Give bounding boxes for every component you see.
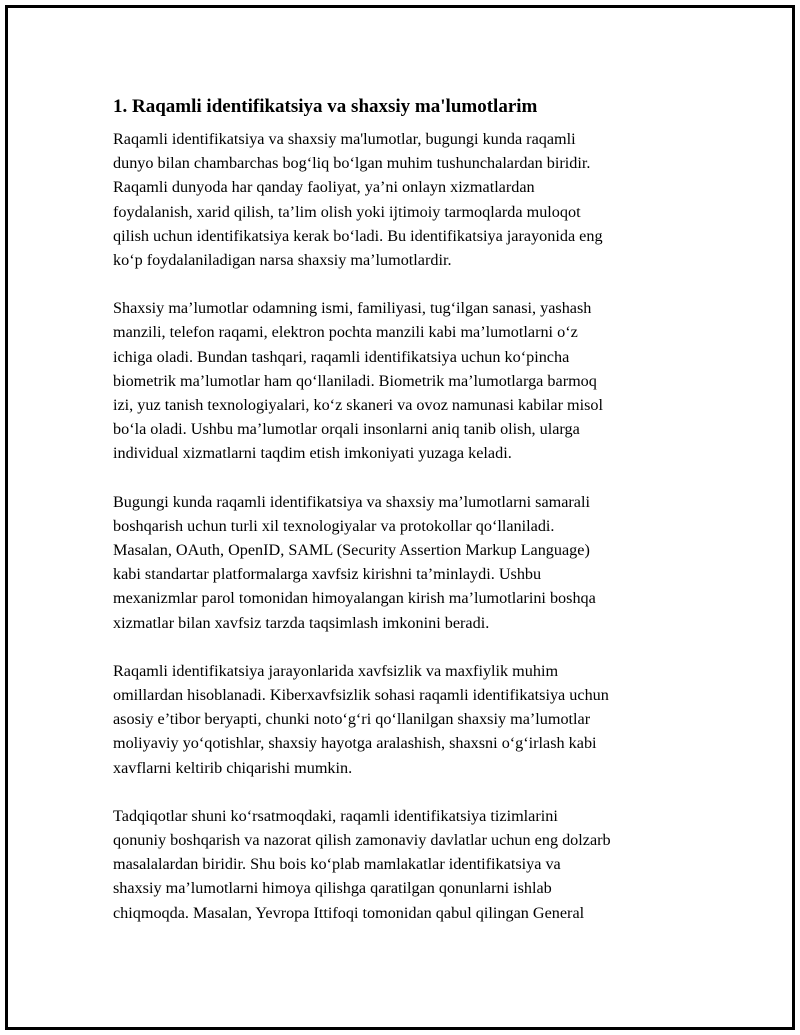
text-line: masalalardan biridir. Shu bois ko‘plab mamlakatlar identifikatsiya va <box>113 855 561 874</box>
text-line: ichiga oladi. Bundan tashqari, raqamli identifikatsiya uchun ko‘pincha <box>113 347 570 366</box>
text-line: xizmatlar bilan xavfsiz tarzda taqsimlash imkonini beradi. <box>113 613 490 632</box>
text-line: individual xizmatlarni taqdim etish imkoniyati yuzaga keladi. <box>113 444 512 463</box>
text-line: ko‘p foydalaniladigan narsa shaxsiy ma’lumotlardir. <box>113 251 452 270</box>
text-line: manzili, telefon raqami, elektron pochta manzili kabi ma’lumotlarni o‘z <box>113 323 578 342</box>
paragraph-personal-data <box>113 296 693 465</box>
text-line: biometrik ma’lumotlar ham qo‘llaniladi. Biometrik ma’lumotlarga barmoq <box>113 371 597 390</box>
text-line: bo‘la oladi. Ushbu ma’lumotlar orqali insonlarni aniq tanib olish, ularga <box>113 420 580 439</box>
paragraph-technologies <box>113 490 693 635</box>
paragraph-security <box>113 659 693 780</box>
text-line: Raqamli identifikatsiya va shaxsiy ma'lumotlar, bugungi kunda raqamli <box>113 130 576 148</box>
text-line: boshqarish uchun turli xil texnologiyalar va protokollar qo‘llaniladi. <box>113 516 555 535</box>
text-line: Masalan, OAuth, OpenID, SAML (Security Assertion Markup Language) <box>113 541 590 560</box>
text-line: kabi standartar platformalarga xavfsiz kirishni ta’minlaydi. Ushbu <box>113 565 542 584</box>
text-line: foydalanish, xarid qilish, ta’lim olish yoki ijtimoiy tarmoqlarda muloqot <box>113 202 581 221</box>
paragraph-regulation <box>113 804 693 925</box>
text-line: omillardan hisoblanadi. Kiberxavfsizlik sohasi raqamli identifikatsiya uchun <box>113 686 609 705</box>
text-line: moliyaviy yo‘qotishlar, shaxsiy hayotga aralashish, shaxsni o‘g‘irlash kabi <box>113 734 597 753</box>
text-line: Bugungi kunda raqamli identifikatsiya va shaxsiy ma’lumotlarni samarali <box>113 492 590 511</box>
text-line: Raqamli dunyoda har qanday faoliyat, ya’ni onlayn xizmatlardan <box>113 178 535 197</box>
section-heading: 1. Raqamli identifikatsiya va shaxsiy ma'lumotlarim <box>113 96 538 117</box>
text-line: shaxsiy ma’lumotlarni himoya qilishga qaratilgan qonunlarni ishlab <box>113 879 552 898</box>
text-line: Tadqiqotlar shuni ko‘rsatmoqdaki, raqamli identifikatsiya tizimlarini <box>113 806 558 825</box>
text-line: qilish uchun identifikatsiya kerak bo‘ladi. Bu identifikatsiya jarayonida eng <box>113 226 603 245</box>
text-line: asosiy e’tibor beryapti, chunki noto‘g‘ri qo‘llanilgan shaxsiy ma’lumotlar <box>113 710 591 729</box>
text-line: chiqmoqda. Masalan, Yevropa Ittifoqi tomonidan qabul qilingan General <box>113 903 585 922</box>
text-line: xavflarni keltirib chiqarishi mumkin. <box>113 758 353 777</box>
document-body <box>113 94 693 925</box>
text-line: dunyo bilan chambarchas bog‘liq bo‘lgan muhim tushunchalardan biridir. <box>113 154 591 173</box>
text-line: qonuniy boshqarish va nazorat qilish zamonaviy davlatlar uchun eng dolzarb <box>113 831 611 850</box>
text-line: Shaxsiy ma’lumotlar odamning ismi, familiyasi, tug‘ilgan sanasi, yashash <box>113 299 592 318</box>
paragraph-intro <box>113 127 693 272</box>
text-line: Raqamli identifikatsiya jarayonlarida xavfsizlik va maxfiylik muhim <box>113 661 559 680</box>
text-line: mexanizmlar parol tomonidan himoyalangan kirish ma’lumotlarini boshqa <box>113 589 596 608</box>
text-line: izi, yuz tanish texnologiyalari, ko‘z skaneri va ovoz namunasi kabilar misol <box>113 396 603 415</box>
